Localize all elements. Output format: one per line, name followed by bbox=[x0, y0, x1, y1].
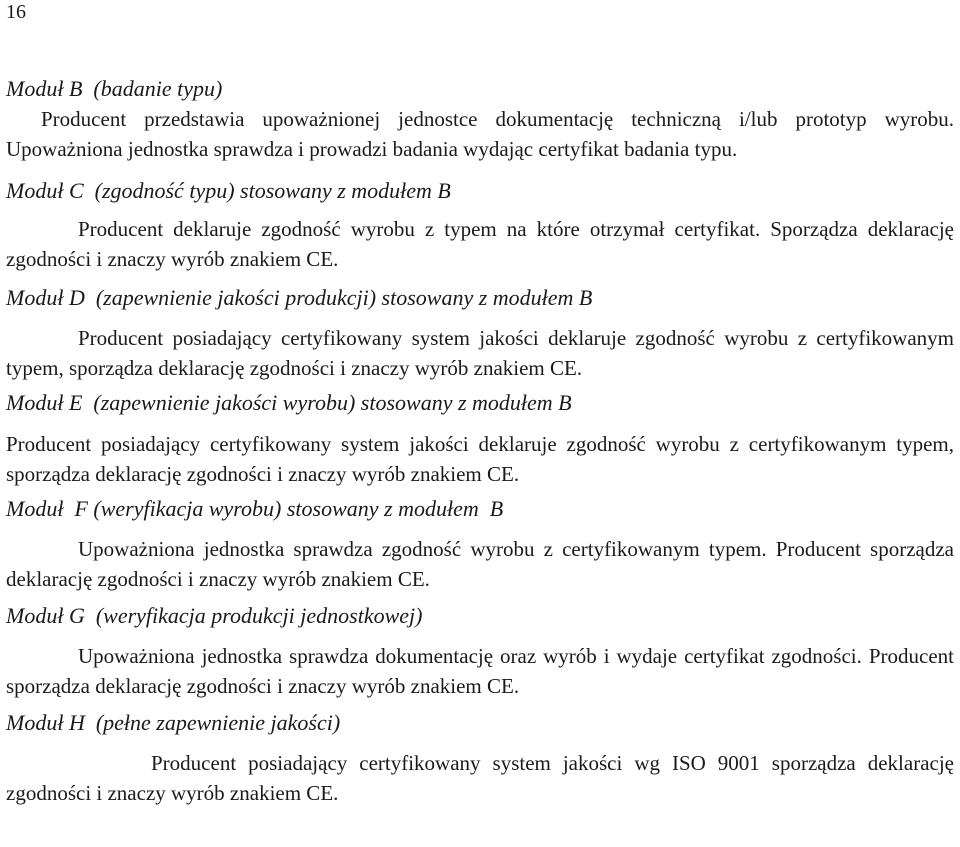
module-b-text: Producent przedstawia upoważnionej jednostce dokumentację techniczną i/lub prototyp wyrobu. Upoważniona jednostka sprawdza i prowadzi badania wydając certyfikat badania typu. bbox=[6, 107, 954, 161]
module-d-text: Producent posiadający certyfikowany system jakości deklaruje zgodność wyrobu z certyfikowanym typem, sporządza deklarację zgodności i znaczy wyrób znakiem CE. bbox=[6, 326, 954, 380]
module-c-heading: Moduł C (zgodność typu) stosowany z modułem B bbox=[6, 178, 451, 203]
module-g-section bbox=[6, 601, 954, 701]
module-g-heading: Moduł G (weryfikacja produkcji jednostkowej) bbox=[6, 603, 423, 628]
module-b-section bbox=[6, 74, 954, 164]
module-f-section bbox=[6, 494, 954, 594]
module-e-section bbox=[6, 388, 954, 489]
page-content bbox=[6, 74, 954, 808]
module-f-text: Upoważniona jednostka sprawdza zgodność wyrobu z certyfikowanym typem. Producent sporządza deklarację zgodności i znaczy wyrób znakiem CE. bbox=[6, 537, 954, 591]
module-b-heading: Moduł B (badanie typu) bbox=[6, 76, 223, 101]
module-c-text: Producent deklaruje zgodność wyrobu z typem na które otrzymał certyfikat. Sporządza deklarację zgodności i znaczy wyrób znakiem CE. bbox=[6, 217, 954, 271]
module-e-text: Producent posiadający certyfikowany system jakości deklaruje zgodność wyrobu z certyfikowanym typem, sporządza deklarację zgodności i znaczy wyrób znakiem CE. bbox=[6, 432, 954, 486]
page-number: 16 bbox=[6, 1, 26, 23]
module-d-section bbox=[6, 283, 954, 383]
module-e-heading: Moduł E (zapewnienie jakości wyrobu) stosowany z modułem B bbox=[6, 390, 572, 415]
module-g-text: Upoważniona jednostka sprawdza dokumentację oraz wyrób i wydaje certyfikat zgodności. Producent sporządza deklarację zgodności i znaczy wyrób znakiem CE. bbox=[6, 644, 954, 698]
module-f-heading: Moduł F (weryfikacja wyrobu) stosowany z modułem B bbox=[6, 496, 504, 521]
module-c-section bbox=[6, 176, 954, 274]
module-h-text: Producent posiadający certyfikowany system jakości wg ISO 9001 sporządza deklarację zgodności i znaczy wyrób znakiem CE. bbox=[6, 751, 954, 805]
module-h-heading: Moduł H (pełne zapewnienie jakości) bbox=[6, 710, 341, 735]
module-h-section bbox=[6, 708, 954, 808]
module-d-heading: Moduł D (zapewnienie jakości produkcji) stosowany z modułem B bbox=[6, 285, 593, 310]
